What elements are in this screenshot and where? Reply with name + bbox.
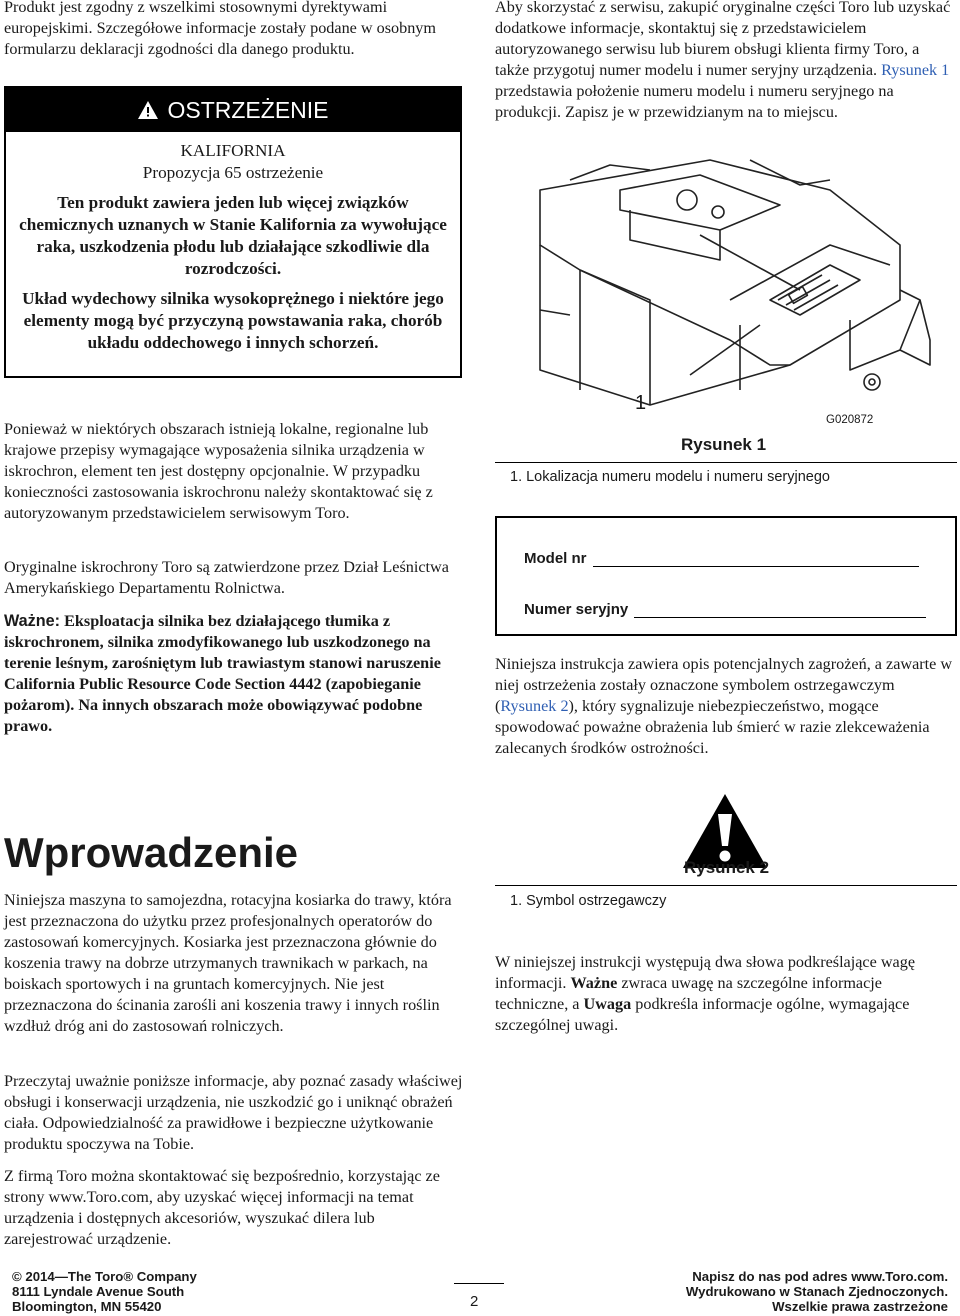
page-number: 2 [470, 1293, 479, 1310]
footer-copyright: © 2014—The Toro® Company [12, 1269, 197, 1284]
model-number-field[interactable] [593, 552, 919, 567]
signal-words-text-a: W niniejszej instrukcji występują dwa słowa podkreślające wagę informacji. [495, 953, 915, 992]
introduction-paragraph-2: Przeczytaj uważnie poniższe informacje, aby poznać zasady właściwej obsługi i konserwacji urządzenia, nie uszkodzić go i uniknąć obrażeń ciała. Odpowiedzialność za prawidłowe i bezpieczne użytkowanie produktu spoczywa na Tobie. [4, 1072, 463, 1153]
introduction-paragraph-1: Niniejsza maszyna to samojezdna, rotacyjna kosiarka do trawy, która jest przeznaczona do użytku przez profesjonalnych operatorów do zastosowań komercyjnych. Kosiarka jest przeznaczona głównie do koszenia trawy na dobrze utrzymanych trawnikach w parkach, na boiskach sportowych i na gruntach komercyjnych. Nie jest przeznaczona do ścinania zarośli ani koszenia trawy i innych roślin wzdłuż dróg ani do zastosowań rolniczych. [4, 891, 452, 1035]
serial-number-label: Numer seryjny [524, 601, 629, 618]
footer-contact-2: Wydrukowano w Stanach Zjednoczonych. [685, 1284, 948, 1299]
footer-address-2: Bloomington, MN 55420 [12, 1299, 162, 1314]
model-number-label: Model nr [524, 550, 587, 567]
serial-number-field[interactable] [634, 603, 926, 618]
section-heading-introduction: Wprowadzenie [4, 829, 299, 876]
figure-2-title: Rysunek 2 [684, 858, 770, 877]
figure-2-divider [495, 885, 957, 886]
service-text-a: Aby skorzystać z serwisu, zakupić oryginalne części Toro lub uzyskać dodatkowe informacje, skontaktuj się z przedstawicielem autoryzowanego serwisu lub biurem obsługi klienta firmy Toro, a także przygotuj numer modelu i numer seryjny urządzenia. [495, 0, 951, 79]
warning-triangle-icon [137, 100, 159, 120]
california-warning-box [4, 86, 462, 378]
hazard-text-b: ), który sygnalizuje niebezpieczeństwo, mogące spowodować poważne obrażenia lub śmierć w razie zlekceważenia zalecanych środków ostrożności. [495, 697, 930, 757]
figure-1-legend: 1. Lokalizacja numeru modelu i numeru seryjnego [510, 469, 830, 485]
spark-arrester-paragraph-2: Oryginalne iskrochrony Toro są zatwierdzone przez Dział Leśnictwa Amerykańskiego Departamentu Rolnictwa. [4, 558, 449, 597]
signal-word-note: Uwaga [583, 995, 632, 1013]
signal-words-paragraph [495, 952, 957, 1036]
model-serial-box [495, 516, 957, 636]
page-number-rule [454, 1283, 504, 1284]
footer-contact-1: Napisz do nas pod adres www.Toro.com. [692, 1269, 948, 1284]
figure-1-code: G020872 [826, 414, 874, 426]
figure-2-legend: 1. Symbol ostrzegawczy [510, 893, 667, 909]
service-paragraph [495, 0, 957, 123]
hazard-paragraph [495, 654, 957, 759]
introduction-paragraph-3: Z firmą Toro można skontaktować się bezpośrednio, korzystając ze strony www.Toro.com, aby uzyskać więcej informacji na temat urządzenia i dostępnych akcesoriów, wyszukać dilera lub zarejestrować urządzenie. [4, 1167, 440, 1248]
important-label: Ważne: [4, 612, 61, 630]
service-text-b: przedstawia położenie numeru modelu i numeru seryjnego na produkcji. Zapisz je w przewidzianym na to miejscu. [495, 82, 894, 121]
warning-title: OSTRZEŻENIE [167, 96, 329, 123]
warning-paragraph-2: Układ wydechowy silnika wysokoprężnego i niektóre jego elementy mogą być przyczyną powstawania raka, chorób układu oddechowego i innych schorzeń. [22, 289, 444, 352]
footer-address-1: 8111 Lyndale Avenue South [12, 1284, 185, 1299]
figure-1-callout-number: 1 [635, 392, 647, 414]
serial-number-row [524, 601, 926, 618]
warning-header [6, 88, 460, 132]
important-text: Eksploatacja silnika bez działającego tłumika z iskrochronem, silnika zmodyfikowanego lub uszkodzonego na terenie leśnym, zarośniętym lub trawiastym stanowi naruszenie California Public Resource Code Section 4442 (zapobieganie pożarom). Na innych obszarach może obowiązywać podobne prawo. [4, 612, 441, 735]
intro-compliance-text: Produkt jest zgodny z wszelkimi stosownymi dyrektywami europejskimi. Szczegółowe informacje zostały podane w osobnym formularzu deklaracji zgodności dla danego produktu. [4, 0, 436, 58]
warning-paragraph-1: Ten produkt zawiera jeden lub więcej związków chemicznych uznanych w Stanie Kalifornia za wywołujące raka, uszkodzenia płodu lub działające szkodliwie dla rozrodczości. [19, 193, 447, 278]
footer-company-block [12, 1269, 197, 1314]
figure-1-machine-illustration [500, 150, 960, 420]
spark-arrester-paragraph-1: Ponieważ w niektórych obszarach istnieją lokalne, regionalne lub krajowe przepisy wymagające wyposażenia silnika urządzenia w iskrochron, element ten jest dostępny opcjonalnie. W przypadku konieczności zastosowania iskrochronu należy skontaktować się z autoryzowanym przedstawicielem serwisowym Toro. [4, 420, 433, 522]
hazard-text-a: Niniejsza instrukcja zawiera opis potencjalnych zagrożeń, a zawarte w niej ostrzeżenia zostały oznaczone symbolem ostrzegawczym ( [495, 655, 953, 715]
signal-words-text-b: zwraca uwagę na szczególne informacje techniczne, a [495, 974, 882, 1013]
model-number-row [524, 550, 919, 567]
warning-region: KALIFORNIA [180, 141, 286, 160]
signal-words-text-c: podkreśla informacje ogólne, wymagające szczególnej uwagi. [495, 995, 910, 1034]
figure-1-divider [495, 462, 957, 463]
figure-1-title: Rysunek 1 [681, 435, 767, 454]
signal-word-important: Ważne [570, 974, 618, 992]
footer-contact-block [686, 1269, 948, 1314]
footer-contact-3: Wszelkie prawa zastrzeżone [772, 1299, 948, 1314]
warning-subtitle: Propozycja 65 ostrzeżenie [142, 163, 324, 182]
figure-1-link[interactable]: Rysunek 1 [881, 61, 950, 79]
important-notice [4, 611, 466, 737]
figure-2-link[interactable]: Rysunek 2 [500, 697, 569, 715]
